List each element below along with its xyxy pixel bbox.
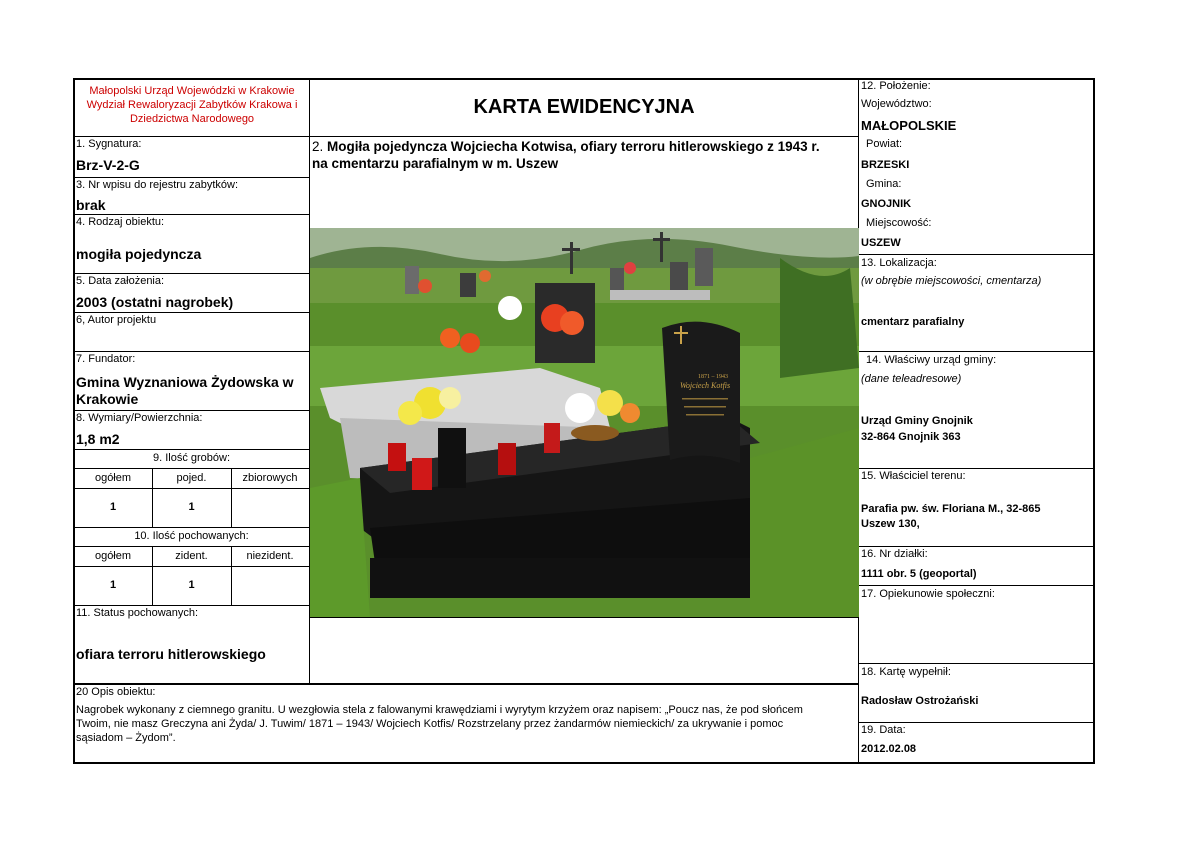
- localization-value: cmentarz parafialny: [861, 316, 965, 328]
- divider-right-row: [858, 468, 1094, 469]
- graves-value-single: 1: [188, 501, 195, 513]
- status-value: ofiara terroru hitlerowskiego: [76, 646, 266, 662]
- divider-title: [309, 136, 859, 137]
- buried-header-total: ogółem: [94, 550, 132, 562]
- type-value: mogiła pojedyncza: [76, 246, 202, 262]
- divider-left-row: [74, 468, 309, 469]
- institution-name: [76, 84, 308, 126]
- guardians-label: 17. Opiekunowie społeczni:: [861, 588, 995, 600]
- founder-value-line-2: Krakowie: [76, 391, 139, 407]
- divider-left-row: [74, 605, 309, 606]
- localization-label: 13. Lokalizacja:: [861, 257, 937, 269]
- buried-value-identified: 1: [188, 579, 195, 591]
- graves-header-total: ogółem: [94, 472, 132, 484]
- divider-right-row: [858, 722, 1094, 723]
- graves-header-collective: zbiorowych: [242, 472, 298, 484]
- buried-header-unidentified: niezident.: [246, 550, 294, 562]
- divider-right-row: [858, 585, 1094, 586]
- commune-label: Gmina:: [866, 178, 902, 190]
- institution-line-2: Wydział Rewaloryzacji Zabytków Krakowa i: [86, 99, 298, 111]
- divider-left-row: [74, 410, 309, 411]
- register-value: brak: [76, 197, 106, 213]
- stela-name: Wojciech Kotfis: [680, 381, 731, 390]
- locality-label: Miejscowość:: [866, 217, 932, 229]
- divider-left-row: [74, 566, 309, 567]
- divider-left-row: [74, 527, 309, 528]
- divider-photo-bottom: [309, 617, 859, 618]
- dimensions-label: 8. Wymiary/Powierzchnia:: [76, 412, 203, 424]
- object-name-line-2: na cmentarzu parafialnym w m. Uszew: [312, 156, 559, 171]
- location-label: 12. Położenie:: [861, 80, 931, 92]
- graves-header-single: pojed.: [176, 472, 207, 484]
- divider-left-row: [74, 449, 309, 450]
- divider-left-row: [74, 546, 309, 547]
- status-label: 11. Status pochowanych:: [76, 607, 199, 619]
- type-label: 4. Rodzaj obiektu:: [76, 216, 165, 228]
- owner-value-line-2: Uszew 130,: [861, 518, 920, 530]
- voivodeship-value: MAŁOPOLSKIE: [861, 118, 957, 133]
- divider-right-row: [858, 663, 1094, 664]
- date-value: 2012.02.08: [861, 743, 917, 755]
- divider-left-row: [74, 273, 309, 274]
- office-hint: (dane teleadresowe): [861, 373, 962, 385]
- buried-label: 10. Ilość pochowanych:: [134, 530, 249, 542]
- object-name-number: 2.: [312, 139, 324, 154]
- buried-header-identified: zident.: [175, 550, 208, 562]
- description-label: 20 Opis obiektu:: [76, 686, 156, 698]
- owner-value-line-1: Parafia pw. św. Floriana M., 32-865: [861, 503, 1041, 515]
- card-title: KARTA EWIDENCYJNA: [473, 96, 695, 118]
- county-value: BRZESKI: [861, 159, 910, 171]
- divider-left-row: [74, 488, 309, 489]
- office-value-line-1: Urząd Gminy Gnojnik: [861, 415, 973, 427]
- divider-description: [74, 683, 859, 685]
- signatura-value: Brz-V-2-G: [76, 157, 140, 173]
- voivodeship-label: Województwo:: [861, 98, 932, 110]
- office-label: 14. Właściwy urząd gminy:: [866, 354, 997, 366]
- divider-left-row: [74, 177, 309, 178]
- locality-value: USZEW: [861, 237, 901, 249]
- description-line-3: sąsiadom – Żydom”.: [76, 732, 176, 744]
- office-value-line-2: 32-864 Gnojnik 363: [861, 431, 961, 443]
- dimensions-value: 1,8 m2: [76, 431, 120, 447]
- graves-value-total: 1: [109, 501, 117, 513]
- divider-left-row: [74, 136, 309, 137]
- plot-value: 1111 obr. 5 (geoportal): [861, 568, 977, 580]
- date-label: 19. Data:: [861, 724, 906, 736]
- divider-right-row: [858, 254, 1094, 255]
- graves-label: 9. Ilość grobów:: [152, 452, 231, 464]
- divider-right-row: [858, 546, 1094, 547]
- founding-date-label: 5. Data założenia:: [76, 275, 165, 287]
- divider-left-row: [74, 351, 309, 352]
- divider-left-row: [74, 312, 309, 313]
- filled-by-value: Radosław Ostrożański: [861, 695, 979, 707]
- filled-by-label: 18. Kartę wypełnił:: [861, 666, 951, 678]
- institution-line-3: Dziedzictwa Narodowego: [129, 113, 255, 125]
- plot-label: 16. Nr działki:: [861, 548, 928, 560]
- owner-label: 15. Właściciel terenu:: [861, 470, 966, 482]
- description-text: [76, 703, 856, 745]
- object-name-line-1: [312, 138, 858, 155]
- description-line-2: Twoim, nie masz Greczyna ani Żyda/ J. Tuwim/ 1871 – 1943/ Wojciech Kotfis/ Rozstrzelany przez żandarmów niemieckich/ za ukrywanie i pomoc: [76, 718, 784, 730]
- signatura-label: 1. Sygnatura:: [76, 138, 142, 150]
- divider-right-row: [858, 351, 1094, 352]
- description-line-1: Nagrobek wykonany z ciemnego granitu. U wezgłowia stela z falowanymi krawędziami i wyrytym krzyżem oraz napisem: „Poucz nas, że pod słońcem: [76, 704, 803, 716]
- founding-date-value: 2003 (ostatni nagrobek): [76, 294, 234, 310]
- grave-photo-illustration: [310, 228, 859, 617]
- divider-left-row: [74, 214, 309, 215]
- institution-line-1: Małopolski Urząd Wojewódzki w Krakowie: [89, 85, 295, 97]
- commune-value: GNOJNIK: [861, 198, 912, 210]
- county-label: Powiat:: [866, 138, 903, 150]
- object-name-text-1: Mogiła pojedyncza Wojciecha Kotwisa, ofiary terroru hitlerowskiego z 1943 r.: [327, 139, 820, 154]
- buried-value-total: 1: [109, 579, 117, 591]
- stela-dates: 1871 – 1943: [698, 374, 728, 380]
- object-name: [312, 138, 858, 172]
- grave-photo: [310, 228, 859, 617]
- founder-value-line-1: Gmina Wyznaniowa Żydowska w: [76, 374, 294, 390]
- author-label: 6, Autor projektu: [76, 314, 157, 326]
- localization-hint: (w obrębie miejscowości, cmentarza): [861, 275, 1042, 287]
- founder-label: 7. Fundator:: [76, 353, 136, 365]
- register-label: 3. Nr wpisu do rejestru zabytków:: [76, 179, 239, 191]
